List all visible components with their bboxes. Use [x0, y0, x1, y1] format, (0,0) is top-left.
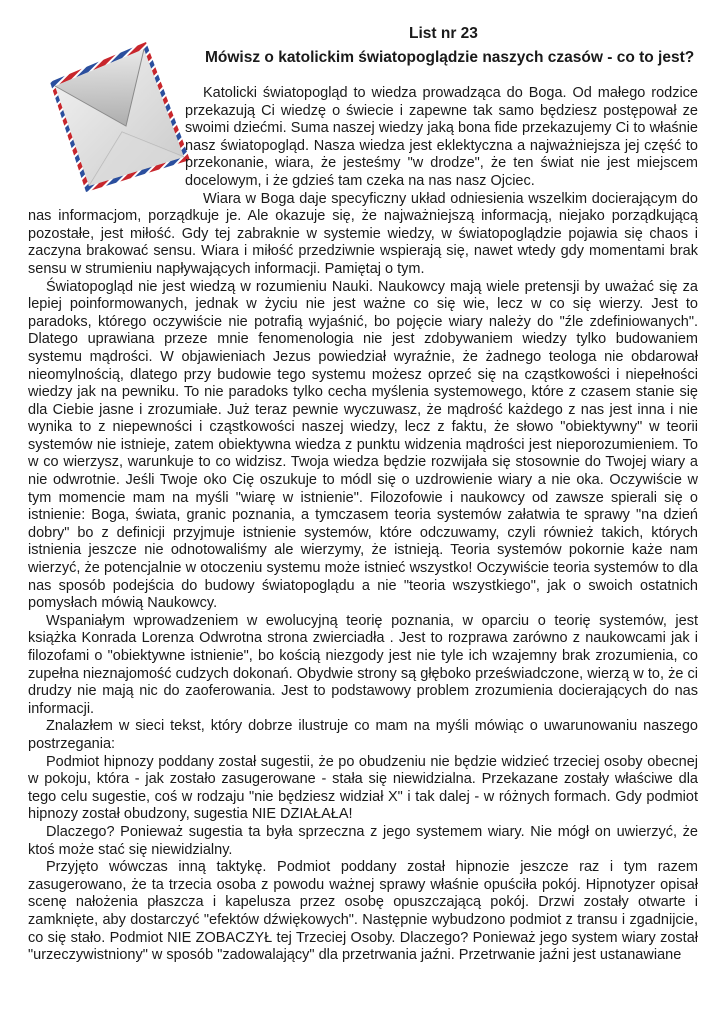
envelope-float-space — [28, 85, 185, 205]
letter-subtitle: Mówisz o katolickim światopoglądzie naszych czasów - co to jest? — [205, 49, 695, 66]
paragraph: Dlaczego? Ponieważ sugestia ta była sprzeczna z jego systemem wiary. Nie mógł on uwierzyć, że ktoś może stać się niewidzialny. — [28, 823, 698, 858]
paragraph: Światopogląd nie jest wiedzą w rozumieniu Nauki. Naukowcy mają wiele pretensji by uważać się za lepiej poinformowanych, jednak w życiu nie jest ważne co się wie, lecz w co się wierzy. Jest to paradoks, którego oczywiście nie potrafią wyjaśnić, bo pojęcie wiary należy do "źle zdefiniowanych". Dlatego uprawiana przeze mnie fenomenologia nie jest zdobywaniem wiedzy tylko budowaniem systemu mądrości. W objawieniach Jezus powiedział wyraźnie, że żadnego teologa nie obdarował nieomylnością, dlatego przy budowie tego systemu możesz oprzeć się na cząstkowości i niepełności wiedzy jak na pewniku. To nie paradoks tylko cecha myślenia systemowego, które z czasem stanie się dla Ciebie jasne i zrozumiałe. Już teraz pewnie wyczuwasz, że mądrość każdego z nas jest inna i nie wynika to z niepewności i cząstkowości naszej wiedzy, lecz z faktu, że słowo "obiektywny" w teorii systemów nie istnieje, zatem obiektywna wiedza z punktu widzenia mądrości jest nieporozumieniem. To w co wierzysz, warunkuje to co widzisz. Twoja wiedza będzie rozwijała się stosownie do Twojej wiary a nie odwrotnie. Jeśli Twoje oko Cię oszukuje to módl się o uzdrowienie wiary a nie oka. Oczywiście w tym momencie mam na myśli "wiarę w istnienie". Filozofowie i naukowcy od zawsze spierali się o istnienie: Boga, świata, granic poznania, a tymczasem teoria systemów załatwia te sprawy "na dzień dobry" bo z definicji przyjmuje istnienie systemów, które odczuwamy, czyli również takich, których istnienia jeszcze nie odnotowaliśmy ale wierzymy, że istnieją. Teoria systemów pokornie każe nam wierzyć, że potencjalnie w otoczeniu systemu może istnieć wszystko! Oczywiście teoria systemów to dla nas sposób podejścia do budowy światopoglądu a nie "teoria wszystkiego", jak o swoich ostatnich pomysłach mówią Naukowcy. — [28, 278, 698, 612]
paragraph: Wiara w Boga daje specyficzny układ odniesienia wszelkim docierającym do nas informacjom, porządkuje je. Ale okazuje się, że najważniejszą informacją, niejako porządkującą pozostałe, jest miłość. Gdy tej zabraknie w systemie wiedzy, w światopoglądzie pojawia się chaos i zaczyna brakować sensu. Wiara i miłość przedziwnie wspierają się, nawet wtedy gdy momentami brak sensu w strumieniu napływających informacji. Pamiętaj o tym. — [28, 190, 698, 277]
paragraph: Znalazłem w sieci tekst, który dobrze ilustruje co mam na myśli mówiąc o uwarunowaniu naszego postrzegania: — [28, 718, 698, 752]
paragraph: Przyjęto wówczas inną taktykę. Podmiot poddany został hipnozie jeszcze raz i tym razem zasugerowano, że ta trzecia osoba z powodu ważnej sprawy właśnie opuściła pokój. Hipnotyzer opisał scenę nałożenia płaszcza i kapelusza przez osobę opuszczającą pokój. Drzwi zostały otwarte i zamknięte, aby dostarczyć "efektów dźwiękowych". Następnie wybudzono podmiot z transu i zgadnijcie, co się stało. Podmiot NIE ZOBACZYŁ tej Trzeciej Osoby. Dlaczego? Ponieważ jego system wiary został "urzeczywistniony" w sposób "zadowalający" dla przetrwania jaźni. Przetrwanie jaźni jest ustanawiane — [28, 859, 698, 964]
paragraph: Katolicki światopogląd to wiedza prowadząca do Boga. Od małego rodzice przekazują Ci wiedzę o świecie i zapewne tak samo będziesz postępował ze swoimi dziećmi. Suma naszej wiedzy jaką bona fide przekazujemy Ci to właśnie nasz światopogląd. Nasza wiedza jest eklektyczna a najważniejsza jej część to przekonanie, wiara, że jesteśmy "w drodze", że ten świat nie jest miejscem docelowym, i że gdzieś tam czeka na nas nasz Ojciec. — [185, 85, 698, 189]
letter-title: List nr 23 — [409, 25, 478, 42]
paragraph: Wspaniałym wprowadzeniem w ewolucyjną teorię poznania, w oparciu o teorię systemów, jest książka Konrada Lorenza Odwrotna strona zwierciadła . Jest to rozprawa zarówno z naukowcami jak i filozofami o "obiektywne istnienie", bo kością niezgody jest nie tyle ich wzajemny brak zrozumienia, co zupełna nieznajomość cudzych dokonań. Obydwie strony są głęboko przeświadczone, wierzą w to, że ci drudzy nie mają nic do zaoferowania. Jest to podstawowy problem zrozumienia docierających do nas informacji. — [28, 612, 698, 717]
letter-body — [28, 85, 698, 965]
paragraph: Podmiot hipnozy poddany został sugestii, że po obudzeniu nie będzie widzieć trzeciej osoby obecnej w pokoju, która - jak zostało zasugerowane - stała się niewidzialna. Przekazane zostały właściwe dla tego celu sugestie, coś w rodzaju "nie będziesz widział X" i tak dalej - w różnych formach. Gdy podmiot hipnozy został obudzony, sugestia NIE DZIAŁAŁA! — [28, 753, 698, 823]
